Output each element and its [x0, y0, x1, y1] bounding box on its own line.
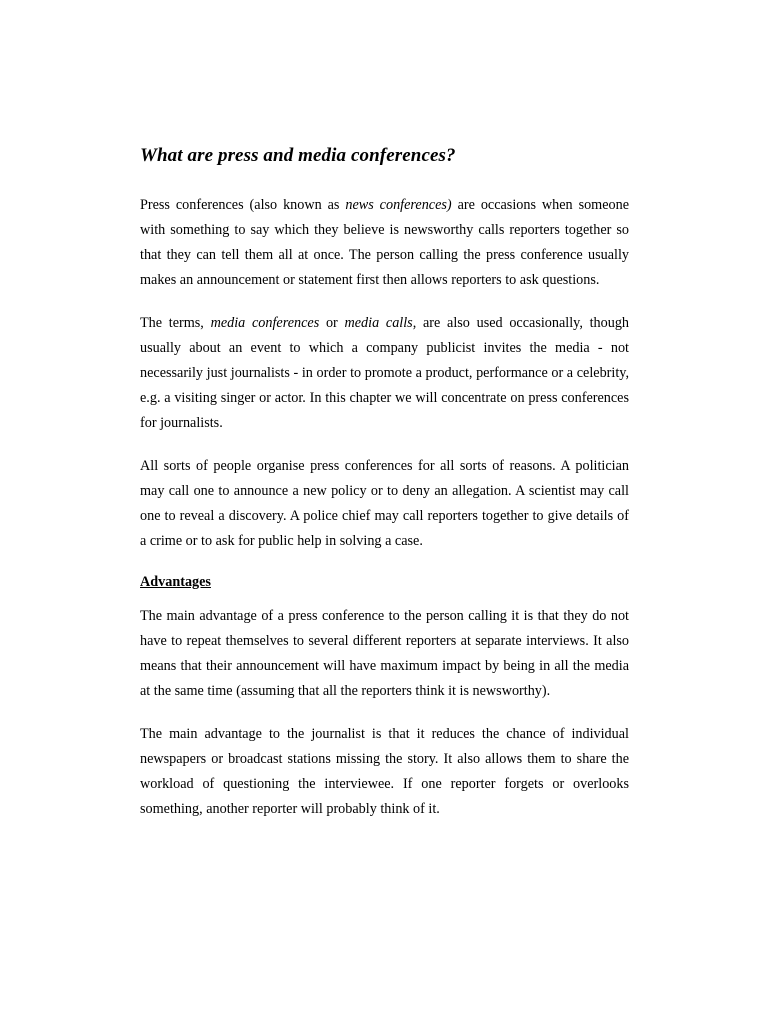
paragraph2-italic-media-conferences: media conferences	[210, 315, 320, 331]
paragraph2-text-b: or	[319, 315, 345, 331]
paragraph-press-conferences	[140, 193, 629, 293]
paragraph2-italic-media-calls: media calls	[344, 315, 413, 331]
paragraph1-text-b: are occasions when someone with something to say which they believe is newsworthy calls reporters together so that they can tell them all at once. The person calling the press conference usually makes an announcement or statement first then allows reporters to ask questions.	[140, 197, 630, 288]
section-heading-advantages: Advantages	[140, 574, 211, 590]
paragraph1-text-a: Press conferences (also known as	[140, 197, 346, 213]
document-content	[140, 145, 629, 840]
page-title: What are press and media conferences?	[140, 145, 456, 166]
paragraph2-text-c: , are also used occasionally, though usually about an event to which a company publicist invites the media - not necessarily just journalists - in order to promote a product, performance or a celebrity, e.g. a visiting singer or actor. In this chapter we will concentrate on press conferences for journalists.	[140, 315, 630, 431]
paragraph2-text-a: The terms,	[140, 315, 211, 331]
paragraph-reasons: All sorts of people organise press conferences for all sorts of reasons. A politician may call one to announce a new policy or to deny an allegation. A scientist may call one to reveal a discovery. A police chief may call reporters together to give details of a crime or to ask for public help in solving a case.	[140, 458, 629, 549]
paragraph1-italic-news-conferences: news conferences)	[345, 197, 452, 213]
paragraph-advantage-caller: The main advantage of a press conference to the person calling it is that they do not have to repeat themselves to several different reporters at separate interviews. It also means that their announcement will have maximum impact by being in all the media at the same time (assuming that all the reporters think it is newsworthy).	[140, 608, 629, 699]
paragraph-advantage-journalist: The main advantage to the journalist is that it reduces the chance of individual newspapers or broadcast stations missing the story. It also allows them to share the workload of questioning the interviewee. If one reporter forgets or overlooks something, another reporter will probably think of it.	[140, 726, 629, 817]
paragraph-media-conferences	[140, 311, 629, 436]
